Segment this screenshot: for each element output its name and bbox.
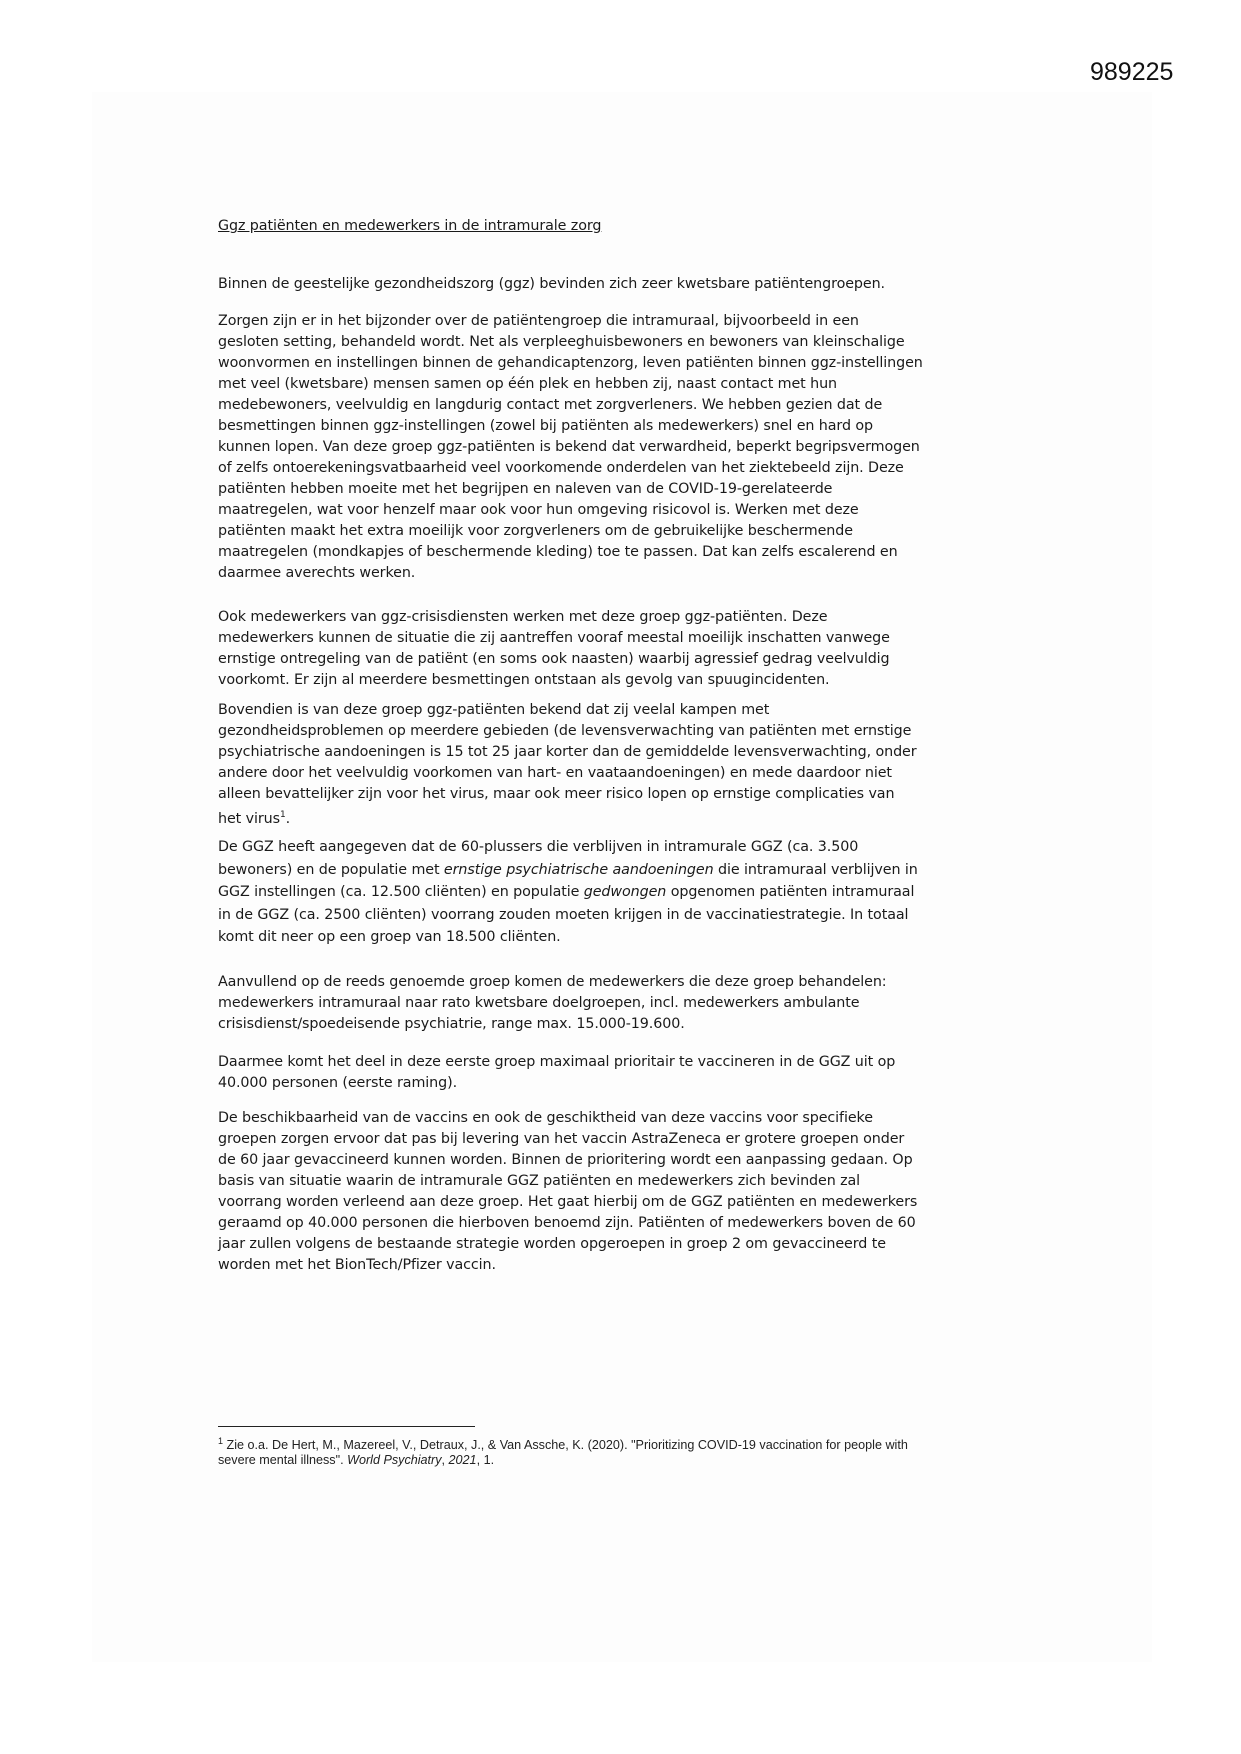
text-run: Zie o.a. De Hert, M., Mazereel, V., Detraux, J., & Van Assche, K. (2020). "Prioritizing COVID-19 vaccination for people with bbox=[223, 1438, 908, 1453]
text-line: komt dit neer op een groep van 18.500 cliënten. bbox=[218, 929, 561, 945]
text-line: Binnen de geestelijke gezondheidszorg (ggz) bevinden zich zeer kwetsbare patiëntengroepen. bbox=[218, 276, 885, 292]
text-line: voorrang worden verleend aan deze groep. Het gaat hierbij om de GGZ patiënten en medewerkers bbox=[218, 1194, 918, 1210]
text-line: De beschikbaarheid van de vaccins en ook de geschiktheid van deze vaccins voor specifieke bbox=[218, 1110, 873, 1126]
text-line: De GGZ heeft aangegeven dat de 60-plussers die verblijven in intramurale GGZ (ca. 3.500 bbox=[218, 839, 859, 855]
text-line: jaar zullen volgens de bestaande strategie worden opgeroepen in groep 2 om gevaccineerd te bbox=[218, 1236, 886, 1252]
text-line: met veel (kwetsbare) mensen samen op één plek en hebben zij, naast contact met hun bbox=[218, 376, 837, 392]
text-run: , bbox=[441, 1453, 449, 1468]
text-run: opgenomen patiënten intramuraal bbox=[666, 884, 915, 900]
text-line bbox=[218, 1453, 908, 1468]
footnote-marker: 1 bbox=[279, 810, 286, 820]
text-line: patiënten maakt het extra moeilijk voor zorgverleners om de gebruikelijke beschermende bbox=[218, 523, 853, 539]
text-line: of zelfs ontoerekeningsvatbaarheid veel voorkomende onderdelen van het ziektebeeld zijn. Deze bbox=[218, 460, 904, 476]
emphasis: ernstige psychiatrische aandoeningen bbox=[443, 861, 714, 878]
text-line: andere door het veelvuldig voorkomen van hart- en vaataandoeningen) en mede daardoor niet bbox=[218, 765, 892, 781]
paragraph bbox=[218, 274, 885, 295]
text-line: worden met het BionTech/Pfizer vaccin. bbox=[218, 1257, 496, 1273]
paragraph bbox=[218, 1052, 895, 1094]
paragraph bbox=[218, 607, 890, 691]
text-line: crisisdienst/spoedeisende psychiatrie, range max. 15.000-19.600. bbox=[218, 1016, 685, 1032]
text-line: maatregelen (mondkapjes of beschermende kleding) toe te passen. Dat kan zelfs escalerend en bbox=[218, 544, 898, 560]
emphasis: 2021 bbox=[448, 1453, 477, 1468]
footnote-divider bbox=[218, 1426, 475, 1427]
text-run: . bbox=[285, 810, 291, 827]
text-line: medewerkers kunnen de situatie die zij aantreffen vooraf meestal moeilijk inschatten vanwege bbox=[218, 630, 890, 646]
text-line: groepen zorgen ervoor dat pas bij levering van het vaccin AstraZeneca er grotere groepen onder bbox=[218, 1131, 905, 1147]
footnote bbox=[218, 1434, 908, 1468]
footnote-marker: 1 bbox=[218, 1436, 224, 1446]
text-run: die intramuraal verblijven in bbox=[713, 861, 918, 878]
text-line: maatregelen, wat voor henzelf maar ook voor hun omgeving risicovol is. Werken met deze bbox=[218, 502, 859, 518]
text-line: woonvormen en instellingen binnen de gehandicaptenzorg, leven patiënten binnen ggz-instellingen bbox=[218, 355, 923, 371]
text-line: 40.000 personen (eerste raming). bbox=[218, 1075, 458, 1091]
text-line: daarmee averechts werken. bbox=[218, 565, 416, 581]
emphasis: World Psychiatry bbox=[347, 1453, 442, 1468]
text-line: Ook medewerkers van ggz-crisisdiensten werken met deze groep ggz-patiënten. Deze bbox=[218, 609, 828, 625]
text-line: Aanvullend op de reeds genoemde groep komen de medewerkers die deze groep behandelen: bbox=[218, 974, 887, 990]
text-line bbox=[218, 805, 917, 830]
text-line: ernstige ontregeling van de patiënt (en soms ook naasten) waarbij agressief gedrag veelvuldig bbox=[218, 651, 890, 667]
text-line: medewerkers intramuraal naar rato kwetsbare doelgroepen, incl. medewerkers ambulante bbox=[218, 995, 860, 1011]
text-run: bewoners) en de populatie met bbox=[218, 861, 444, 878]
text-line: Daarmee komt het deel in deze eerste groep maximaal prioritair te vaccineren in de GGZ uit op bbox=[218, 1054, 896, 1070]
text-line: medebewoners, veelvuldig en langdurig contact met zorgverleners. We hebben gezien dat de bbox=[218, 397, 883, 413]
text-run: GGZ instellingen (ca. 12.500 cliënten) en populatie bbox=[218, 884, 584, 900]
text-run: severe mental illness". bbox=[218, 1453, 348, 1468]
paragraph bbox=[218, 700, 917, 830]
text-line: patiënten hebben moeite met het begrijpen en naleven van de COVID-19-gerelateerde bbox=[218, 481, 833, 497]
paragraph bbox=[218, 311, 923, 584]
text-run: het virus bbox=[218, 810, 280, 827]
emphasis: gedwongen bbox=[583, 884, 667, 900]
text-line: voorkomt. Er zijn al meerdere besmettingen ontstaan als gevolg van spuugincidenten. bbox=[218, 672, 830, 688]
paragraph bbox=[218, 836, 918, 949]
text-line bbox=[218, 859, 918, 882]
text-line: Zorgen zijn er in het bijzonder over de patiëntengroep die intramuraal, bijvoorbeeld in een bbox=[218, 313, 859, 329]
paragraph bbox=[218, 972, 887, 1035]
text-line: basis van situatie waarin de intramurale GGZ patiënten en medewerkers zich bevinden zal bbox=[218, 1173, 861, 1189]
text-line: gezondheidsproblemen op meerdere gebieden (de levensverwachting van patiënten met ernstige bbox=[218, 723, 912, 739]
text-line: besmettingen binnen ggz-instellingen (zowel bij patiënten als medewerkers) snel en hard op bbox=[218, 418, 873, 434]
text-line: gesloten setting, behandeld wordt. Net als verpleeghuisbewoners en bewoners van kleinschalige bbox=[218, 334, 905, 350]
section-title: Ggz patiënten en medewerkers in de intramurale zorg bbox=[218, 218, 602, 234]
document-number: 989225 bbox=[1090, 58, 1174, 86]
text-line bbox=[218, 1434, 908, 1453]
text-line: in de GGZ (ca. 2500 cliënten) voorrang zouden moeten krijgen in de vaccinatiestrategie. In totaal bbox=[218, 906, 909, 923]
paragraph bbox=[218, 1108, 917, 1276]
text-line: de 60 jaar gevaccineerd kunnen worden. Binnen de prioritering wordt een aanpassing gedaan. Op bbox=[218, 1152, 913, 1168]
text-line: kunnen lopen. Van deze groep ggz-patiënten is bekend dat verwardheid, beperkt begripsvermogen bbox=[218, 439, 920, 455]
text-line: geraamd op 40.000 personen die hierboven benoemd zijn. Patiënten of medewerkers boven de 60 bbox=[218, 1215, 916, 1231]
text-line bbox=[218, 881, 918, 904]
text-run: , 1. bbox=[476, 1453, 495, 1468]
text-line: alleen bevattelijker zijn voor het virus, maar ook meer risico lopen op ernstige complicaties van bbox=[218, 786, 895, 802]
text-line: Bovendien is van deze groep ggz-patiënten bekend dat zij veelal kampen met bbox=[218, 702, 770, 718]
text-line: psychiatrische aandoeningen is 15 tot 25 jaar korter dan de gemiddelde levensverwachting, onder bbox=[218, 744, 917, 760]
